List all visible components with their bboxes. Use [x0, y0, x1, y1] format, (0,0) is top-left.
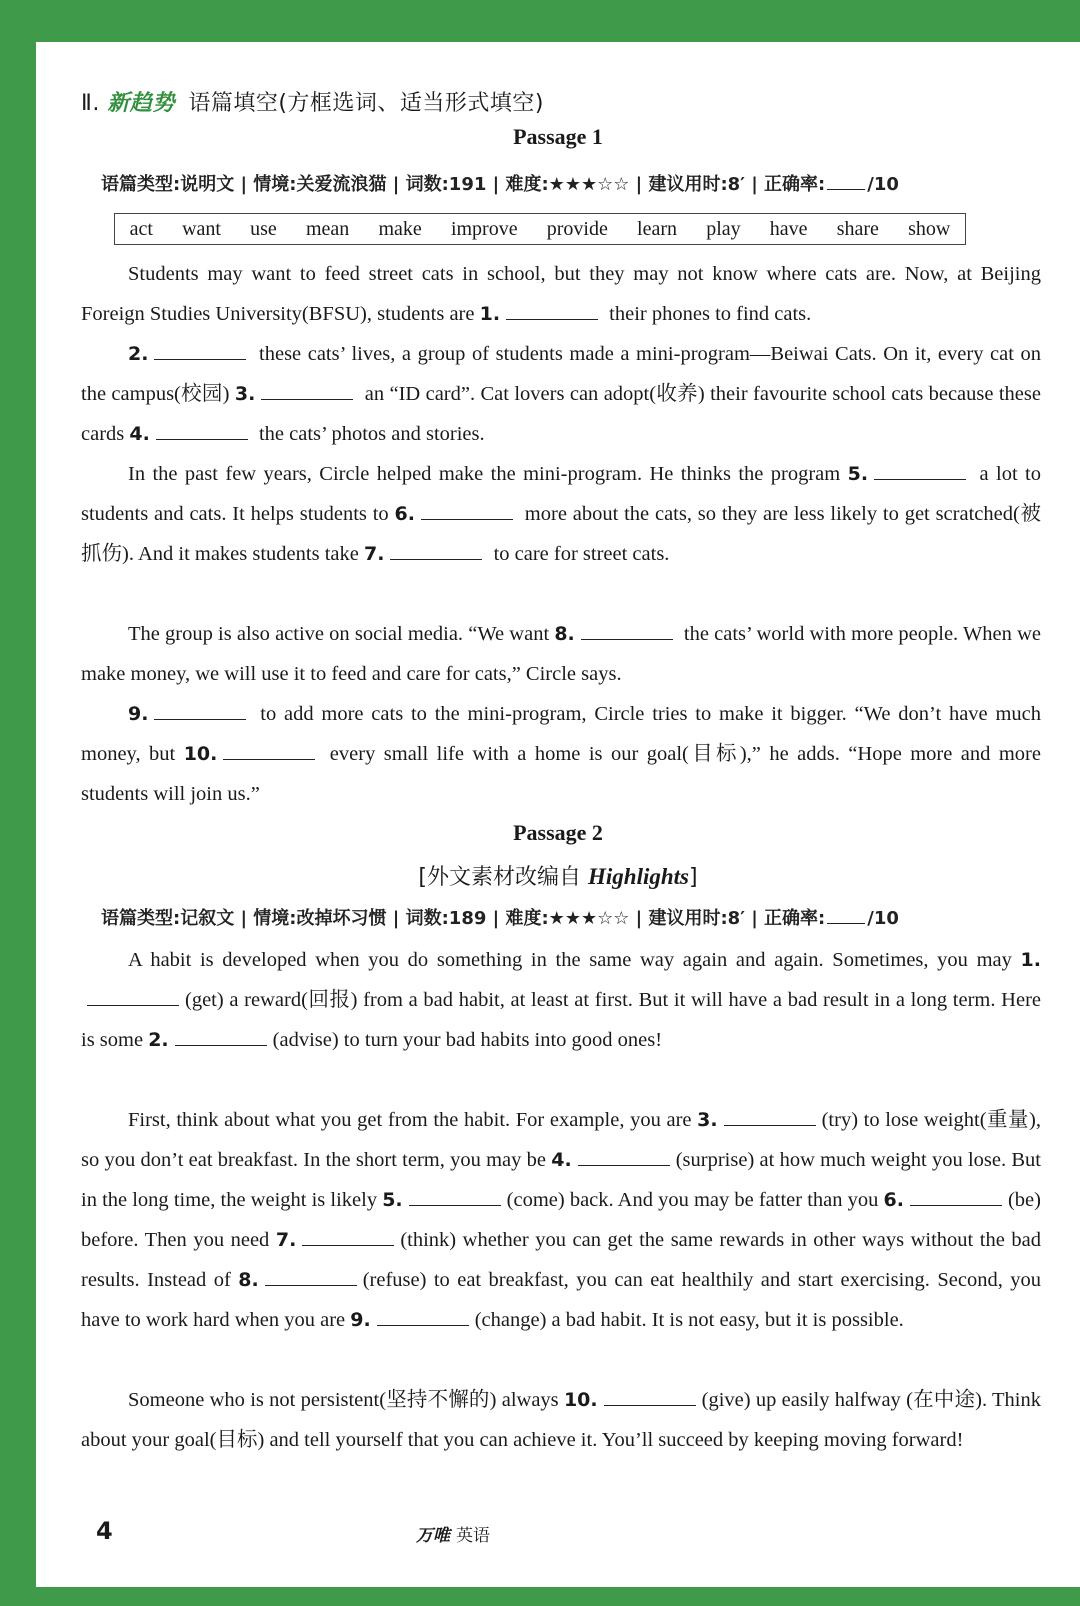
subject-label: 英语: [456, 1526, 490, 1546]
score-blank[interactable]: [827, 189, 865, 190]
text-run: to add more cats to the mini-program, Circle tries to make it bigger. “We don’t have much money, but: [81, 703, 1041, 765]
answer-blank[interactable]: [409, 1187, 501, 1206]
blank-number: 2.: [148, 1029, 169, 1051]
passage2-source: [36, 860, 1080, 891]
blank-number: 1.: [1020, 949, 1041, 971]
brand-label: [416, 1521, 490, 1546]
blank-number: 6.: [883, 1189, 904, 1211]
word-box-item: want: [182, 217, 221, 240]
brand-name: 万唯: [416, 1526, 450, 1546]
text-run: The group is also active on social media. “We want: [128, 623, 555, 645]
passage1-meta-text: 语篇类型:说明文 | 情境:关爱流浪猫 | 词数:191 | 难度:★★★☆☆ | 建议用时:8′ | 正确率:: [101, 174, 826, 195]
score-blank[interactable]: [827, 923, 865, 924]
passage2-meta: [101, 904, 899, 930]
text-run: In the past few years, Circle helped make the mini-program. He thinks the program: [128, 463, 848, 485]
text-run: (get) a reward(回报) from a bad habit, at least at first. But it will have a bad result in a long term. Here is some: [81, 989, 1041, 1051]
text-run: (come) back. And you may be fatter than you: [506, 1189, 884, 1211]
passage2-title: Passage 2: [513, 820, 603, 845]
answer-blank[interactable]: [421, 501, 513, 520]
text-run: their phones to find cats.: [604, 303, 812, 325]
text-run: Someone who is not persistent(坚持不懈的) always: [128, 1389, 564, 1411]
word-box-item: share: [836, 217, 879, 240]
word-box: [114, 213, 966, 245]
word-box-item: make: [378, 217, 422, 240]
answer-blank[interactable]: [377, 1307, 469, 1326]
answer-blank[interactable]: [154, 341, 246, 360]
text-run: more about the cats, so they are less likely to get scratched(被抓伤). And it makes students take: [81, 503, 1041, 565]
text-run: (give) up easily halfway (在中途). Think about your goal(目标) and tell yourself that you can achieve it. You’ll succeed by keeping moving forward!: [81, 1389, 1041, 1451]
passage1-meta: [101, 170, 899, 196]
worksheet-page: [36, 42, 1080, 1587]
passage1-paragraph: [81, 254, 1041, 334]
blank-number: 9.: [128, 703, 149, 725]
blank-number: 8.: [554, 623, 575, 645]
text-run: these cats’ lives, a group of students made a mini-program—Beiwai Cats. On it, every cat on the campus(校园): [81, 343, 1041, 405]
blank-number: 5.: [847, 463, 869, 485]
answer-blank[interactable]: [910, 1187, 1002, 1206]
text-run: a lot to students and cats. It helps students to: [81, 463, 1042, 525]
blank-number: 3.: [234, 383, 256, 405]
answer-blank[interactable]: [604, 1387, 696, 1406]
blank-number: 10.: [563, 1389, 598, 1411]
answer-blank[interactable]: [223, 741, 315, 760]
text-run: Students may want to feed street cats in school, but they may not know where cats are. Now, at Beijing Foreign Studies University(BFSU), students are: [81, 263, 1041, 325]
blank-number: 8.: [238, 1269, 259, 1291]
blank-number: 9.: [350, 1309, 371, 1331]
blank-number: 4.: [551, 1149, 572, 1171]
answer-blank[interactable]: [87, 987, 179, 1006]
blank-number: 1.: [479, 303, 501, 325]
blank-number: 7.: [275, 1229, 297, 1251]
passage2-paragraph: [81, 1380, 1041, 1460]
answer-blank[interactable]: [874, 461, 966, 480]
passage1-title: Passage 1: [513, 124, 603, 149]
text-run: A habit is developed when you do something in the same way again and again. Sometimes, you may: [128, 949, 1021, 971]
source-prefix: [外文素材改编自: [418, 865, 588, 890]
passage1-paragraph: [81, 694, 1041, 814]
section-header: [81, 86, 544, 117]
passage2-score-suffix: /10: [867, 908, 899, 929]
blank-number: 5.: [382, 1189, 403, 1211]
text-run: to care for street cats.: [488, 543, 670, 565]
passage1-paragraph: [81, 614, 1041, 694]
answer-blank[interactable]: [506, 301, 598, 320]
text-run: First, think about what you get from the habit. For example, you are: [128, 1109, 698, 1131]
passage1-paragraph: [81, 334, 1041, 454]
section-title: 语篇填空(方框选词、适当形式填空): [188, 91, 545, 116]
blank-number: 2.: [128, 343, 149, 365]
text-run: the cats’ world with more people. When we make money, we will use it to feed and care for cats,” Circle says.: [81, 623, 1041, 685]
answer-blank[interactable]: [581, 621, 673, 640]
blank-number: 3.: [697, 1109, 718, 1131]
passage2-paragraph: [81, 1100, 1041, 1340]
text-run: (be) before. Then you need: [81, 1189, 1041, 1251]
text-run: (think) whether you can get the same rewards in other ways without the bad results. Instead of: [81, 1229, 1041, 1291]
text-run: every small life with a home is our goal(目标),” he adds. “Hope more and more students will join us.”: [81, 743, 1041, 805]
passage2-meta-text: 语篇类型:记叙文 | 情境:改掉坏习惯 | 词数:189 | 难度:★★★☆☆ | 建议用时:8′ | 正确率:: [101, 908, 826, 929]
answer-blank[interactable]: [175, 1027, 267, 1046]
answer-blank[interactable]: [265, 1267, 357, 1286]
text-run: (advise) to turn your bad habits into good ones!: [272, 1029, 663, 1051]
answer-blank[interactable]: [156, 421, 248, 440]
word-box-item: learn: [637, 217, 678, 240]
word-box-item: play: [706, 217, 741, 240]
blank-number: 6.: [394, 503, 415, 525]
passage1-score-suffix: /10: [867, 174, 899, 195]
word-box-item: act: [129, 217, 153, 240]
text-run: an “ID card”. Cat lovers can adopt(收养) their favourite school cats because these cards: [81, 383, 1041, 445]
word-box-item: provide: [546, 217, 608, 240]
answer-blank[interactable]: [724, 1107, 816, 1126]
word-box-item: mean: [305, 217, 350, 240]
trend-badge: 新趋势: [107, 91, 175, 116]
page-number: 4: [96, 1517, 113, 1545]
word-box-item: have: [769, 217, 808, 240]
answer-blank[interactable]: [261, 381, 353, 400]
section-roman: Ⅱ.: [81, 91, 100, 116]
answer-blank[interactable]: [154, 701, 246, 720]
blank-number: 7.: [363, 543, 385, 565]
text-run: (change) a bad habit. It is not easy, but it is possible.: [474, 1309, 904, 1331]
text-run: (surprise) at how much weight you lose. But in the long time, the weight is likely: [81, 1149, 1041, 1211]
word-box-item: use: [250, 217, 277, 240]
passage2-paragraph: [81, 940, 1041, 1060]
passage1-paragraph: [81, 454, 1041, 574]
word-box-item: show: [908, 217, 951, 240]
text-run: (try) to lose weight(重量), so you don’t eat breakfast. In the short term, you may be: [81, 1109, 1041, 1171]
source-suffix: ]: [688, 865, 698, 890]
answer-blank[interactable]: [390, 541, 482, 560]
blank-number: 10.: [183, 743, 218, 765]
text-run: (refuse) to eat breakfast, you can eat healthily and start exercising. Second, you have to work hard when you are: [81, 1269, 1042, 1331]
word-box-item: improve: [450, 217, 518, 240]
source-title: Highlights: [588, 864, 689, 889]
answer-blank[interactable]: [302, 1227, 394, 1246]
text-run: the cats’ photos and stories.: [253, 423, 485, 445]
blank-number: 4.: [129, 423, 150, 445]
answer-blank[interactable]: [578, 1147, 670, 1166]
